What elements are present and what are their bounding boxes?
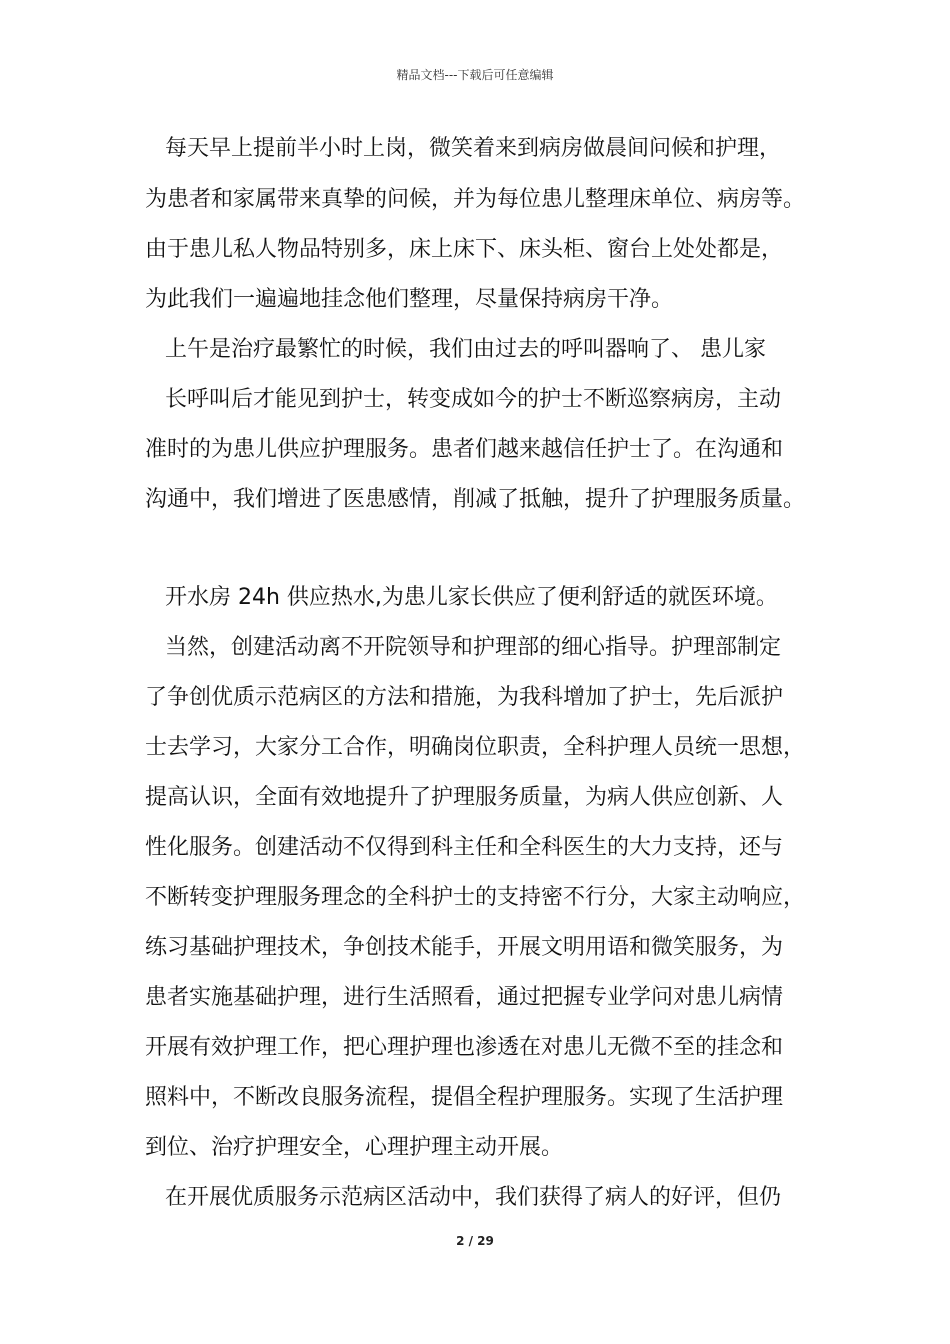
text-line: 照料中，不断改良服务流程，提倡全程护理服务。实现了生活护理 — [145, 1085, 784, 1110]
text-line: 开展有效护理工作，把心理护理也渗透在对患儿无微不至的挂念和 — [145, 1035, 784, 1060]
text-line: 长呼叫后才能见到护士，转变成如今的护士不断巡察病房，主动 — [165, 387, 782, 412]
text-line: 士去学习，大家分工合作，明确岗位职责，全科护理人员统一思想， — [145, 735, 806, 760]
page-number: 2 / 29 — [456, 1234, 494, 1248]
text-line: 沟通中，我们增进了医患感情，削减了抵触，提升了护理服务质量。 — [145, 487, 806, 512]
text-line: 不断转变护理服务理念的全科护士的支持密不行分，大家主动响应， — [145, 885, 806, 910]
text-line: 到位、治疗护理安全，心理护理主动开展。 — [145, 1135, 564, 1160]
text-line: 准时的为患儿供应护理服务。患者们越来越信任护士了。在沟通和 — [145, 437, 784, 462]
text-line: 当然，创建活动离不开院领导和护理部的细心指导。护理部制定 — [165, 635, 782, 660]
text-line: 性化服务。创建活动不仅得到科主任和全科医生的大力支持，还与 — [145, 835, 784, 860]
text-line: 在开展优质服务示范病区活动中，我们获得了病人的好评，但仍 — [165, 1185, 782, 1210]
page-header: 精品文档---下载后可任意编辑 — [396, 68, 554, 82]
text-line: 上午是治疗最繁忙的时候，我们由过去的呼叫器响了、 患儿家 — [165, 337, 766, 362]
text-line: 练习基础护理技术，争创技术能手，开展文明用语和微笑服务，为 — [145, 935, 784, 960]
text-line: 提高认识，全面有效地提升了护理服务质量，为病人供应创新、人 — [145, 785, 784, 810]
text-line: 为此我们一遍遍地挂念他们整理，尽量保持病房干净。 — [145, 287, 674, 312]
text-line: 为患者和家属带来真挚的问候，并为每位患儿整理床单位、病房等。 — [145, 187, 806, 212]
text-line: 了争创优质示范病区的方法和措施，为我科增加了护士，先后派护 — [145, 685, 784, 710]
text-line: 开水房 24h 供应热水,为患儿家长供应了便利舒适的就医环境。 — [165, 585, 778, 610]
text-line: 患者实施基础护理，进行生活照看，通过把握专业学问对患儿病情 — [145, 985, 784, 1010]
text-line: 每天早上提前半小时上岗，微笑着来到病房做晨间问候和护理， — [165, 136, 782, 161]
text-line: 由于患儿私人物品特别多，床上床下、床头柜、窗台上处处都是， — [145, 237, 784, 262]
